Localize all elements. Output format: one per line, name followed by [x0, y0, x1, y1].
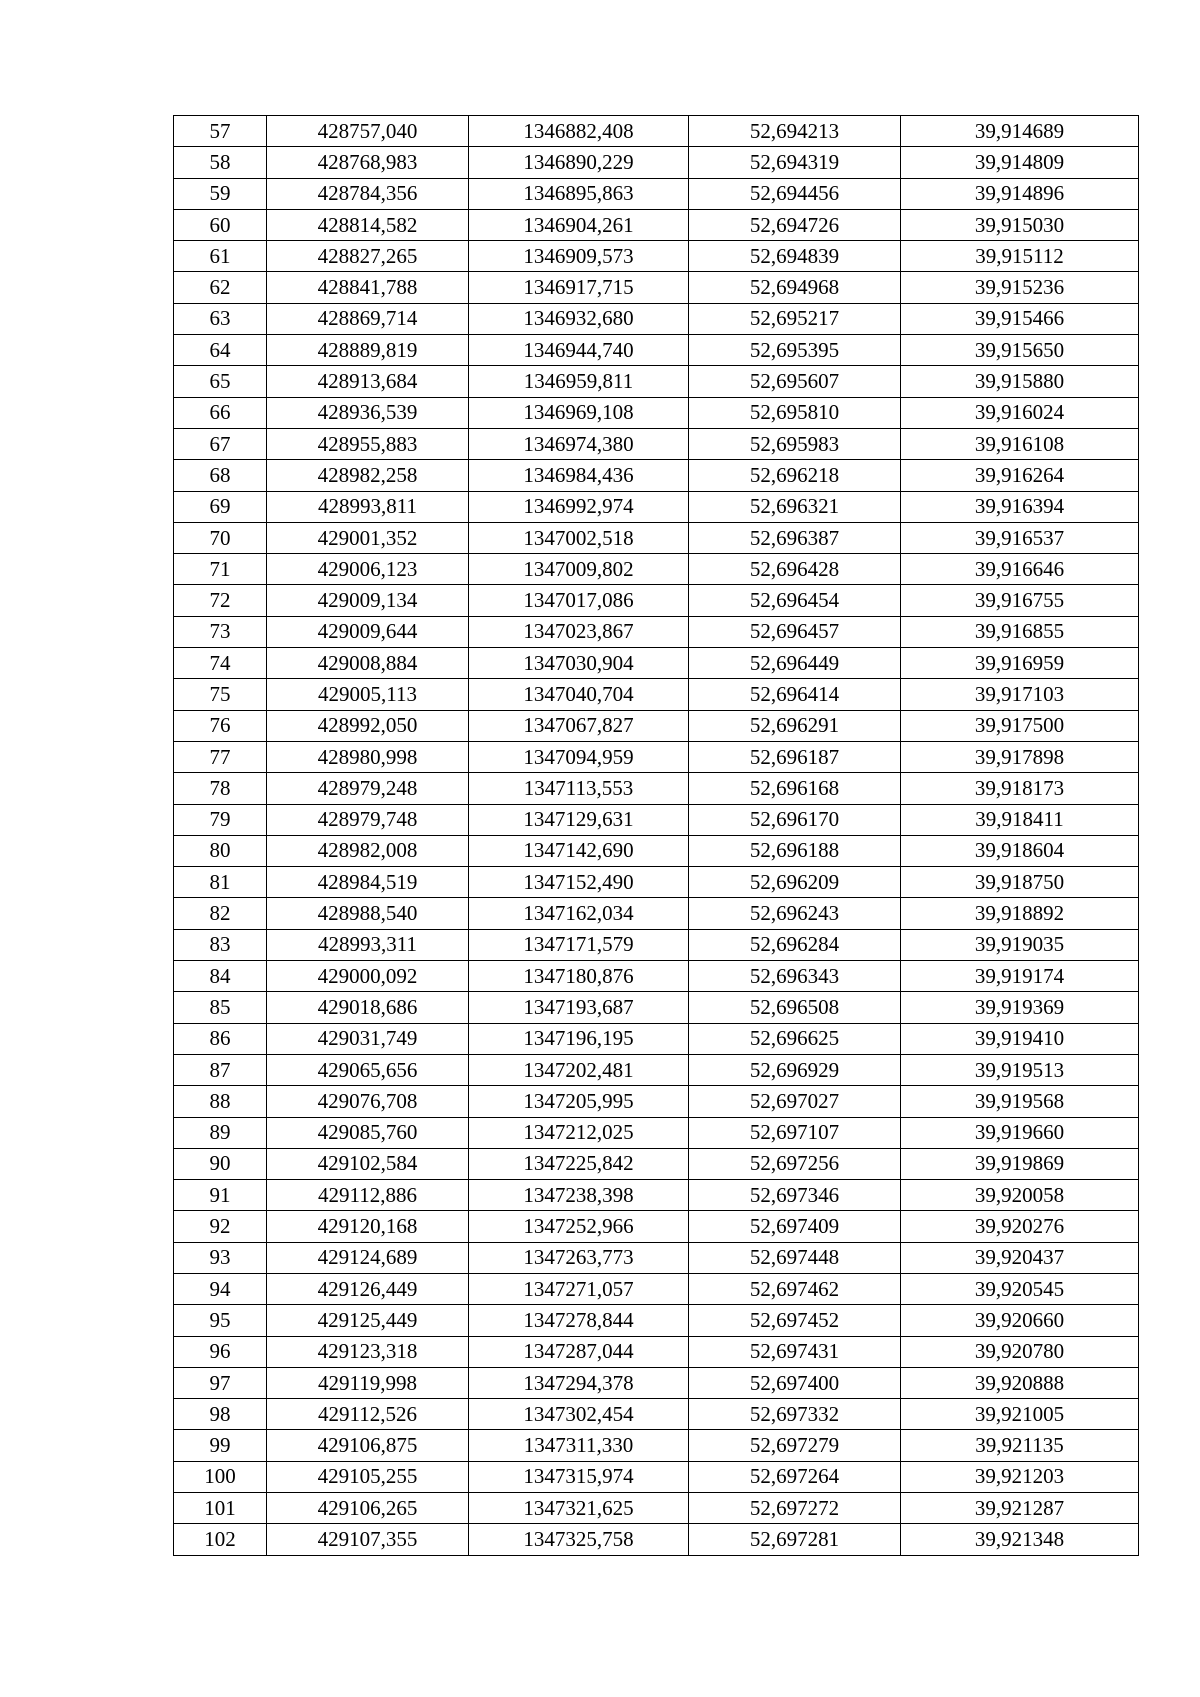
- longitude-cell: 39,914896: [901, 178, 1139, 209]
- longitude-cell: 39,921348: [901, 1524, 1139, 1555]
- x-coordinate-cell: 429120,168: [267, 1211, 469, 1242]
- x-coordinate-cell: 428768,983: [267, 147, 469, 178]
- longitude-cell: 39,915112: [901, 241, 1139, 272]
- longitude-cell: 39,914809: [901, 147, 1139, 178]
- point-number-cell: 94: [174, 1273, 267, 1304]
- latitude-cell: 52,696209: [689, 867, 901, 898]
- x-coordinate-cell: 429076,708: [267, 1086, 469, 1117]
- longitude-cell: 39,919369: [901, 992, 1139, 1023]
- table-row: [174, 1023, 1139, 1054]
- point-number-cell: 98: [174, 1399, 267, 1430]
- point-number-cell: 99: [174, 1430, 267, 1461]
- longitude-cell: 39,916537: [901, 522, 1139, 553]
- latitude-cell: 52,696508: [689, 992, 901, 1023]
- table-row: [174, 710, 1139, 741]
- x-coordinate-cell: 429123,318: [267, 1336, 469, 1367]
- point-number-cell: 80: [174, 835, 267, 866]
- table-row: [174, 1211, 1139, 1242]
- point-number-cell: 57: [174, 116, 267, 147]
- longitude-cell: 39,920545: [901, 1273, 1139, 1304]
- table-row: [174, 679, 1139, 710]
- y-coordinate-cell: 1346944,740: [469, 335, 689, 366]
- longitude-cell: 39,917898: [901, 741, 1139, 772]
- x-coordinate-cell: 428982,008: [267, 835, 469, 866]
- latitude-cell: 52,696454: [689, 585, 901, 616]
- latitude-cell: 52,697431: [689, 1336, 901, 1367]
- y-coordinate-cell: 1347225,842: [469, 1148, 689, 1179]
- x-coordinate-cell: 428979,248: [267, 773, 469, 804]
- table-row: [174, 1493, 1139, 1524]
- point-number-cell: 70: [174, 522, 267, 553]
- longitude-cell: 39,917103: [901, 679, 1139, 710]
- y-coordinate-cell: 1346909,573: [469, 241, 689, 272]
- y-coordinate-cell: 1346882,408: [469, 116, 689, 147]
- longitude-cell: 39,920660: [901, 1305, 1139, 1336]
- latitude-cell: 52,697256: [689, 1148, 901, 1179]
- point-number-cell: 74: [174, 648, 267, 679]
- point-number-cell: 96: [174, 1336, 267, 1367]
- y-coordinate-cell: 1347023,867: [469, 616, 689, 647]
- coordinates-table-body: [174, 116, 1139, 1556]
- longitude-cell: 39,918892: [901, 898, 1139, 929]
- x-coordinate-cell: 428982,258: [267, 460, 469, 491]
- latitude-cell: 52,695395: [689, 335, 901, 366]
- longitude-cell: 39,921287: [901, 1493, 1139, 1524]
- x-coordinate-cell: 428827,265: [267, 241, 469, 272]
- point-number-cell: 72: [174, 585, 267, 616]
- table-row: [174, 1054, 1139, 1085]
- x-coordinate-cell: 428993,811: [267, 491, 469, 522]
- latitude-cell: 52,695217: [689, 303, 901, 334]
- point-number-cell: 76: [174, 710, 267, 741]
- table-row: [174, 303, 1139, 334]
- latitude-cell: 52,697462: [689, 1273, 901, 1304]
- point-number-cell: 102: [174, 1524, 267, 1555]
- table-row: [174, 585, 1139, 616]
- y-coordinate-cell: 1347205,995: [469, 1086, 689, 1117]
- x-coordinate-cell: 429008,884: [267, 648, 469, 679]
- x-coordinate-cell: 428784,356: [267, 178, 469, 209]
- y-coordinate-cell: 1347196,195: [469, 1023, 689, 1054]
- table-row: [174, 1305, 1139, 1336]
- table-row: [174, 522, 1139, 553]
- latitude-cell: 52,696291: [689, 710, 901, 741]
- latitude-cell: 52,696187: [689, 741, 901, 772]
- table-row: [174, 491, 1139, 522]
- longitude-cell: 39,921203: [901, 1461, 1139, 1492]
- latitude-cell: 52,696457: [689, 616, 901, 647]
- x-coordinate-cell: 429009,134: [267, 585, 469, 616]
- longitude-cell: 39,920058: [901, 1180, 1139, 1211]
- x-coordinate-cell: 429106,265: [267, 1493, 469, 1524]
- latitude-cell: 52,695810: [689, 397, 901, 428]
- x-coordinate-cell: 428869,714: [267, 303, 469, 334]
- table-row: [174, 272, 1139, 303]
- point-number-cell: 89: [174, 1117, 267, 1148]
- table-row: [174, 992, 1139, 1023]
- longitude-cell: 39,915466: [901, 303, 1139, 334]
- table-row: [174, 648, 1139, 679]
- y-coordinate-cell: 1347152,490: [469, 867, 689, 898]
- table-row: [174, 1180, 1139, 1211]
- table-row: [174, 1367, 1139, 1398]
- x-coordinate-cell: 428988,540: [267, 898, 469, 929]
- table-row: [174, 741, 1139, 772]
- table-row: [174, 1461, 1139, 1492]
- x-coordinate-cell: 429124,689: [267, 1242, 469, 1273]
- y-coordinate-cell: 1347325,758: [469, 1524, 689, 1555]
- longitude-cell: 39,914689: [901, 116, 1139, 147]
- x-coordinate-cell: 429106,875: [267, 1430, 469, 1461]
- x-coordinate-cell: 429000,092: [267, 961, 469, 992]
- x-coordinate-cell: 428955,883: [267, 428, 469, 459]
- point-number-cell: 78: [174, 773, 267, 804]
- table-row: [174, 397, 1139, 428]
- longitude-cell: 39,917500: [901, 710, 1139, 741]
- x-coordinate-cell: 428993,311: [267, 929, 469, 960]
- x-coordinate-cell: 429102,584: [267, 1148, 469, 1179]
- point-number-cell: 59: [174, 178, 267, 209]
- y-coordinate-cell: 1347067,827: [469, 710, 689, 741]
- latitude-cell: 52,696387: [689, 522, 901, 553]
- latitude-cell: 52,696929: [689, 1054, 901, 1085]
- x-coordinate-cell: 429126,449: [267, 1273, 469, 1304]
- longitude-cell: 39,915030: [901, 209, 1139, 240]
- point-number-cell: 84: [174, 961, 267, 992]
- longitude-cell: 39,919568: [901, 1086, 1139, 1117]
- point-number-cell: 73: [174, 616, 267, 647]
- table-row: [174, 1524, 1139, 1555]
- y-coordinate-cell: 1346890,229: [469, 147, 689, 178]
- x-coordinate-cell: 428980,998: [267, 741, 469, 772]
- table-row: [174, 241, 1139, 272]
- table-row: [174, 898, 1139, 929]
- point-number-cell: 101: [174, 1493, 267, 1524]
- y-coordinate-cell: 1347113,553: [469, 773, 689, 804]
- y-coordinate-cell: 1347278,844: [469, 1305, 689, 1336]
- latitude-cell: 52,697452: [689, 1305, 901, 1336]
- x-coordinate-cell: 429065,656: [267, 1054, 469, 1085]
- longitude-cell: 39,921005: [901, 1399, 1139, 1430]
- y-coordinate-cell: 1347271,057: [469, 1273, 689, 1304]
- longitude-cell: 39,916108: [901, 428, 1139, 459]
- table-row: [174, 804, 1139, 835]
- point-number-cell: 69: [174, 491, 267, 522]
- longitude-cell: 39,915236: [901, 272, 1139, 303]
- table-row: [174, 147, 1139, 178]
- y-coordinate-cell: 1347238,398: [469, 1180, 689, 1211]
- longitude-cell: 39,915650: [901, 335, 1139, 366]
- longitude-cell: 39,920780: [901, 1336, 1139, 1367]
- x-coordinate-cell: 428936,539: [267, 397, 469, 428]
- point-number-cell: 60: [174, 209, 267, 240]
- y-coordinate-cell: 1347212,025: [469, 1117, 689, 1148]
- point-number-cell: 92: [174, 1211, 267, 1242]
- longitude-cell: 39,920276: [901, 1211, 1139, 1242]
- longitude-cell: 39,921135: [901, 1430, 1139, 1461]
- table-row: [174, 335, 1139, 366]
- point-number-cell: 87: [174, 1054, 267, 1085]
- latitude-cell: 52,696170: [689, 804, 901, 835]
- longitude-cell: 39,920888: [901, 1367, 1139, 1398]
- x-coordinate-cell: 429112,886: [267, 1180, 469, 1211]
- latitude-cell: 52,696343: [689, 961, 901, 992]
- y-coordinate-cell: 1347180,876: [469, 961, 689, 992]
- y-coordinate-cell: 1346984,436: [469, 460, 689, 491]
- longitude-cell: 39,916646: [901, 554, 1139, 585]
- longitude-cell: 39,916855: [901, 616, 1139, 647]
- table-row: [174, 209, 1139, 240]
- y-coordinate-cell: 1347193,687: [469, 992, 689, 1023]
- latitude-cell: 52,697281: [689, 1524, 901, 1555]
- coordinates-table: [173, 115, 1139, 1556]
- point-number-cell: 71: [174, 554, 267, 585]
- point-number-cell: 67: [174, 428, 267, 459]
- latitude-cell: 52,697027: [689, 1086, 901, 1117]
- latitude-cell: 52,696243: [689, 898, 901, 929]
- x-coordinate-cell: 429009,644: [267, 616, 469, 647]
- y-coordinate-cell: 1347287,044: [469, 1336, 689, 1367]
- longitude-cell: 39,916755: [901, 585, 1139, 616]
- latitude-cell: 52,695983: [689, 428, 901, 459]
- longitude-cell: 39,919513: [901, 1054, 1139, 1085]
- point-number-cell: 75: [174, 679, 267, 710]
- x-coordinate-cell: 429006,123: [267, 554, 469, 585]
- longitude-cell: 39,916264: [901, 460, 1139, 491]
- y-coordinate-cell: 1347171,579: [469, 929, 689, 960]
- point-number-cell: 88: [174, 1086, 267, 1117]
- table-row: [174, 116, 1139, 147]
- y-coordinate-cell: 1347321,625: [469, 1493, 689, 1524]
- table-row: [174, 1242, 1139, 1273]
- x-coordinate-cell: 428979,748: [267, 804, 469, 835]
- table-row: [174, 616, 1139, 647]
- y-coordinate-cell: 1347142,690: [469, 835, 689, 866]
- table-row: [174, 460, 1139, 491]
- point-number-cell: 68: [174, 460, 267, 491]
- point-number-cell: 85: [174, 992, 267, 1023]
- latitude-cell: 52,697264: [689, 1461, 901, 1492]
- y-coordinate-cell: 1347202,481: [469, 1054, 689, 1085]
- longitude-cell: 39,920437: [901, 1242, 1139, 1273]
- latitude-cell: 52,697107: [689, 1117, 901, 1148]
- table-row: [174, 178, 1139, 209]
- latitude-cell: 52,696168: [689, 773, 901, 804]
- x-coordinate-cell: 429107,355: [267, 1524, 469, 1555]
- longitude-cell: 39,918750: [901, 867, 1139, 898]
- latitude-cell: 52,694839: [689, 241, 901, 272]
- x-coordinate-cell: 428889,819: [267, 335, 469, 366]
- y-coordinate-cell: 1347129,631: [469, 804, 689, 835]
- table-row: [174, 1430, 1139, 1461]
- x-coordinate-cell: 428984,519: [267, 867, 469, 898]
- x-coordinate-cell: 428814,582: [267, 209, 469, 240]
- latitude-cell: 52,694213: [689, 116, 901, 147]
- point-number-cell: 97: [174, 1367, 267, 1398]
- point-number-cell: 95: [174, 1305, 267, 1336]
- y-coordinate-cell: 1346932,680: [469, 303, 689, 334]
- longitude-cell: 39,919035: [901, 929, 1139, 960]
- x-coordinate-cell: 428841,788: [267, 272, 469, 303]
- x-coordinate-cell: 429105,255: [267, 1461, 469, 1492]
- table-row: [174, 1399, 1139, 1430]
- latitude-cell: 52,696188: [689, 835, 901, 866]
- point-number-cell: 62: [174, 272, 267, 303]
- table-row: [174, 1148, 1139, 1179]
- latitude-cell: 52,697332: [689, 1399, 901, 1430]
- x-coordinate-cell: 429001,352: [267, 522, 469, 553]
- longitude-cell: 39,915880: [901, 366, 1139, 397]
- point-number-cell: 79: [174, 804, 267, 835]
- point-number-cell: 91: [174, 1180, 267, 1211]
- y-coordinate-cell: 1347002,518: [469, 522, 689, 553]
- latitude-cell: 52,696449: [689, 648, 901, 679]
- x-coordinate-cell: 429112,526: [267, 1399, 469, 1430]
- point-number-cell: 81: [174, 867, 267, 898]
- point-number-cell: 58: [174, 147, 267, 178]
- table-row: [174, 1086, 1139, 1117]
- latitude-cell: 52,695607: [689, 366, 901, 397]
- y-coordinate-cell: 1347030,904: [469, 648, 689, 679]
- y-coordinate-cell: 1347040,704: [469, 679, 689, 710]
- table-row: [174, 1117, 1139, 1148]
- longitude-cell: 39,919660: [901, 1117, 1139, 1148]
- table-row: [174, 929, 1139, 960]
- longitude-cell: 39,918411: [901, 804, 1139, 835]
- point-number-cell: 83: [174, 929, 267, 960]
- point-number-cell: 93: [174, 1242, 267, 1273]
- point-number-cell: 63: [174, 303, 267, 334]
- point-number-cell: 66: [174, 397, 267, 428]
- latitude-cell: 52,697346: [689, 1180, 901, 1211]
- y-coordinate-cell: 1347263,773: [469, 1242, 689, 1273]
- y-coordinate-cell: 1347315,974: [469, 1461, 689, 1492]
- latitude-cell: 52,694319: [689, 147, 901, 178]
- latitude-cell: 52,694726: [689, 209, 901, 240]
- point-number-cell: 82: [174, 898, 267, 929]
- latitude-cell: 52,696218: [689, 460, 901, 491]
- y-coordinate-cell: 1346917,715: [469, 272, 689, 303]
- table-row: [174, 366, 1139, 397]
- longitude-cell: 39,916024: [901, 397, 1139, 428]
- y-coordinate-cell: 1347311,330: [469, 1430, 689, 1461]
- y-coordinate-cell: 1347302,454: [469, 1399, 689, 1430]
- y-coordinate-cell: 1347294,378: [469, 1367, 689, 1398]
- point-number-cell: 86: [174, 1023, 267, 1054]
- latitude-cell: 52,696321: [689, 491, 901, 522]
- y-coordinate-cell: 1347009,802: [469, 554, 689, 585]
- table-row: [174, 867, 1139, 898]
- latitude-cell: 52,696625: [689, 1023, 901, 1054]
- table-row: [174, 428, 1139, 459]
- y-coordinate-cell: 1347252,966: [469, 1211, 689, 1242]
- latitude-cell: 52,696284: [689, 929, 901, 960]
- table-row: [174, 773, 1139, 804]
- y-coordinate-cell: 1346969,108: [469, 397, 689, 428]
- longitude-cell: 39,916394: [901, 491, 1139, 522]
- table-row: [174, 1336, 1139, 1367]
- x-coordinate-cell: 429119,998: [267, 1367, 469, 1398]
- longitude-cell: 39,919174: [901, 961, 1139, 992]
- latitude-cell: 52,697279: [689, 1430, 901, 1461]
- latitude-cell: 52,696428: [689, 554, 901, 585]
- x-coordinate-cell: 428913,684: [267, 366, 469, 397]
- y-coordinate-cell: 1346904,261: [469, 209, 689, 240]
- y-coordinate-cell: 1347017,086: [469, 585, 689, 616]
- latitude-cell: 52,697400: [689, 1367, 901, 1398]
- point-number-cell: 90: [174, 1148, 267, 1179]
- x-coordinate-cell: 428757,040: [267, 116, 469, 147]
- longitude-cell: 39,918173: [901, 773, 1139, 804]
- longitude-cell: 39,916959: [901, 648, 1139, 679]
- point-number-cell: 100: [174, 1461, 267, 1492]
- y-coordinate-cell: 1346895,863: [469, 178, 689, 209]
- y-coordinate-cell: 1347094,959: [469, 741, 689, 772]
- latitude-cell: 52,694968: [689, 272, 901, 303]
- latitude-cell: 52,694456: [689, 178, 901, 209]
- latitude-cell: 52,696414: [689, 679, 901, 710]
- longitude-cell: 39,919869: [901, 1148, 1139, 1179]
- x-coordinate-cell: 428992,050: [267, 710, 469, 741]
- table-row: [174, 961, 1139, 992]
- y-coordinate-cell: 1346992,974: [469, 491, 689, 522]
- longitude-cell: 39,918604: [901, 835, 1139, 866]
- y-coordinate-cell: 1347162,034: [469, 898, 689, 929]
- longitude-cell: 39,919410: [901, 1023, 1139, 1054]
- y-coordinate-cell: 1346974,380: [469, 428, 689, 459]
- point-number-cell: 61: [174, 241, 267, 272]
- x-coordinate-cell: 429125,449: [267, 1305, 469, 1336]
- x-coordinate-cell: 429005,113: [267, 679, 469, 710]
- x-coordinate-cell: 429031,749: [267, 1023, 469, 1054]
- point-number-cell: 64: [174, 335, 267, 366]
- x-coordinate-cell: 429085,760: [267, 1117, 469, 1148]
- table-row: [174, 835, 1139, 866]
- table-row: [174, 1273, 1139, 1304]
- latitude-cell: 52,697272: [689, 1493, 901, 1524]
- table-row: [174, 554, 1139, 585]
- latitude-cell: 52,697409: [689, 1211, 901, 1242]
- point-number-cell: 77: [174, 741, 267, 772]
- y-coordinate-cell: 1346959,811: [469, 366, 689, 397]
- point-number-cell: 65: [174, 366, 267, 397]
- x-coordinate-cell: 429018,686: [267, 992, 469, 1023]
- latitude-cell: 52,697448: [689, 1242, 901, 1273]
